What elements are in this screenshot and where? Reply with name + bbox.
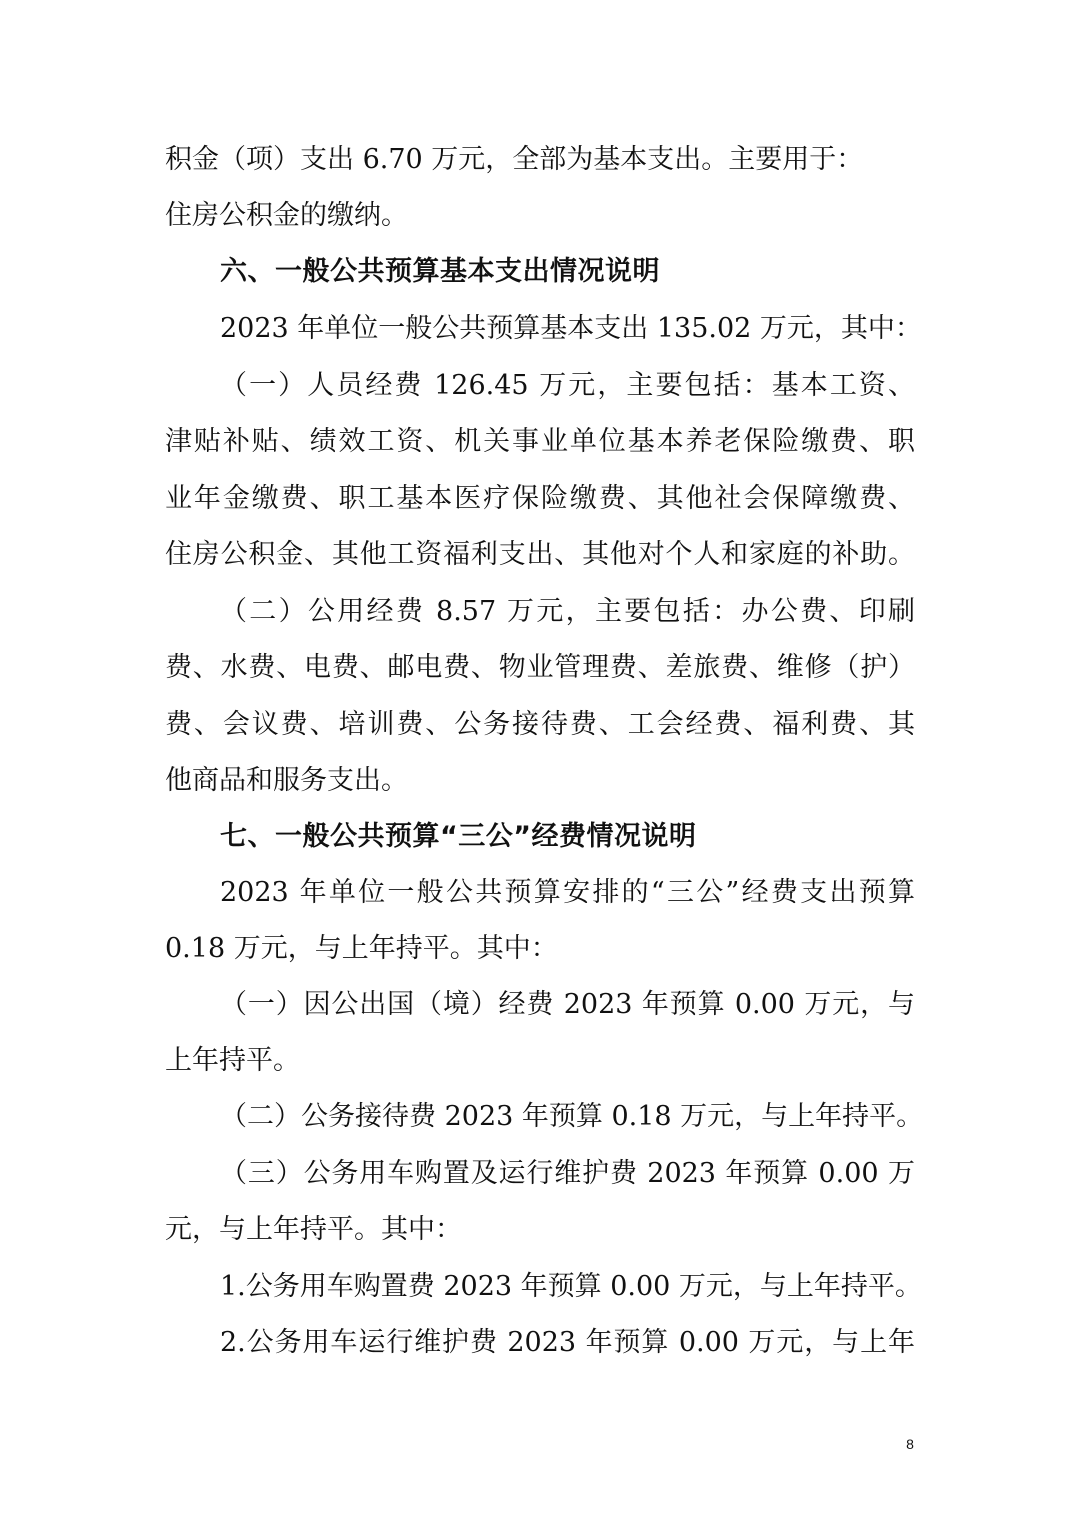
body-line-9: （二）公用经费 8.57 万元，主要包括：办公费、印刷 [220,596,915,627]
body-line-4: 2023 年单位一般公共预算基本支出 135.02 万元，其中： [220,313,922,344]
section-heading-6: 六、一般公共预算基本支出情况说明 [220,256,660,287]
body-line-10: 费、水费、电费、邮电费、物业管理费、差旅费、维修（护） [165,652,915,683]
section-heading-7: 七、一般公共预算“三公”经费情况说明 [220,821,697,852]
body-line-2: 住房公积金的缴纳。 [165,200,408,231]
body-line-18: （二）公务接待费 2023 年预算 0.18 万元，与上年持平。 [220,1101,924,1132]
body-line-15: 0.18 万元，与上年持平。其中： [165,933,558,964]
body-line-5: （一）人员经费 126.45 万元，主要包括：基本工资、 [220,370,915,401]
body-line-6: 津贴补贴、绩效工资、机关事业单位基本养老保险缴费、职 [165,426,915,457]
body-line-16: （一）因公出国（境）经费 2023 年预算 0.00 万元，与 [220,989,915,1020]
body-line-7: 业年金缴费、职工基本医疗保险缴费、其他社会保障缴费、 [165,483,915,514]
body-line-21: 1.公务用车购置费 2023 年预算 0.00 万元，与上年持平。 [220,1271,922,1302]
body-line-17: 上年持平。 [165,1045,300,1076]
body-line-22: 2.公务用车运行维护费 2023 年预算 0.00 万元，与上年 [220,1327,915,1358]
body-line-12: 他商品和服务支出。 [165,765,408,796]
body-line-1: 积金（项）支出 6.70 万元，全部为基本支出。主要用于： [165,144,864,175]
body-line-8: 住房公积金、其他工资福利支出、其他对个人和家庭的补助。 [165,539,915,570]
body-line-19: （三）公务用车购置及运行维护费 2023 年预算 0.00 万 [220,1158,915,1189]
body-line-11: 费、会议费、培训费、公务接待费、工会经费、福利费、其 [165,709,915,740]
body-line-14: 2023 年单位一般公共预算安排的“三公”经费支出预算 [220,877,915,908]
body-line-20: 元，与上年持平。其中： [165,1214,462,1245]
page-number: 8 [906,1436,914,1452]
